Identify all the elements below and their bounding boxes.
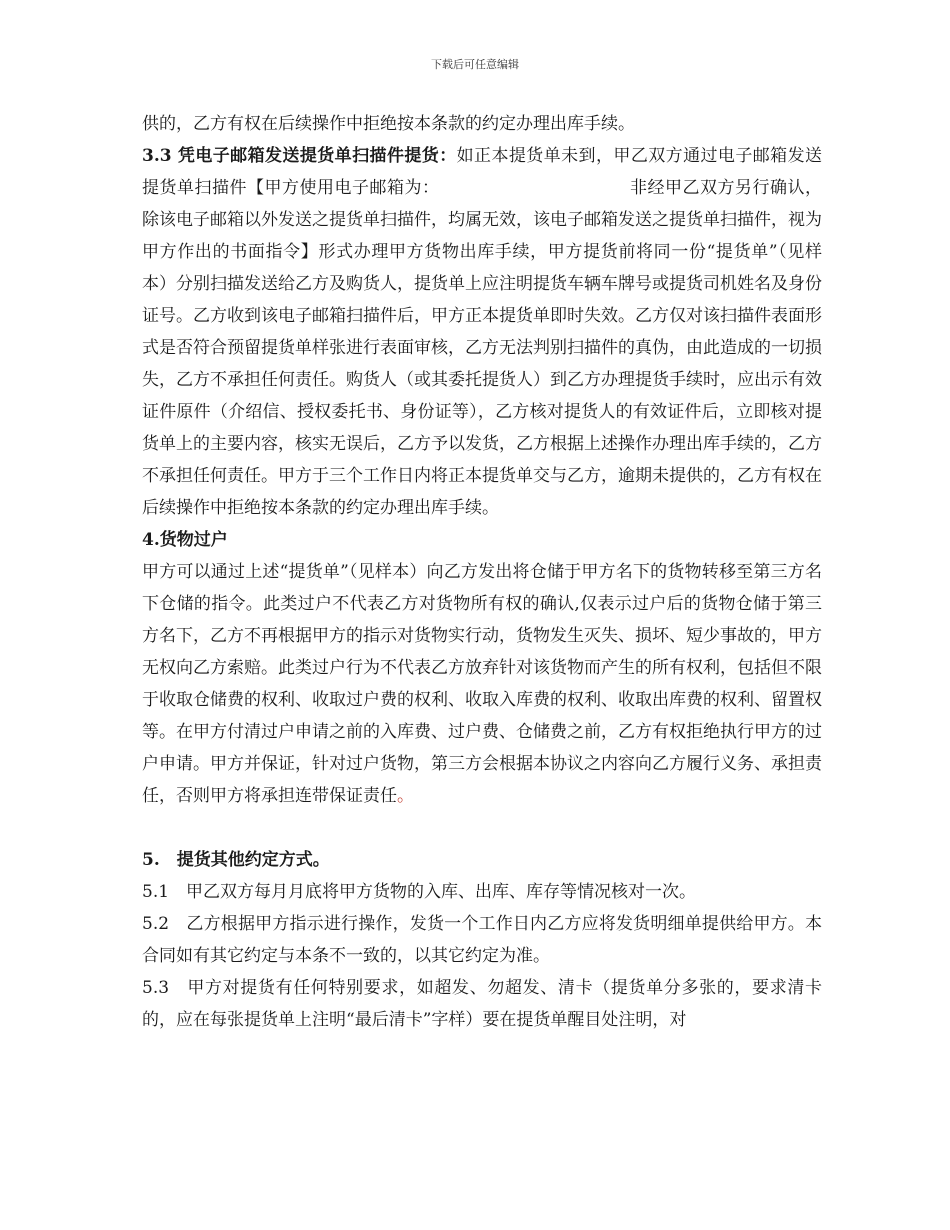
page-header: 下载后可任意编辑: [431, 58, 519, 71]
section-3-3-text-a: 如正本提货单未到，甲乙双方通过电子邮箱发送提货单扫描件【甲方使用电子邮箱为：: [142, 146, 823, 198]
section-4-end-mark: 。: [397, 786, 414, 806]
document-body: [142, 108, 822, 1036]
section-4-body: 甲方可以通过上述“提货单”（见样本）向乙方发出将仓储于甲方名下的货物转移至第三方名下仓储的指令。此类过户不代表乙方对货物所有权的确认,仅表示过户后的货物仓储于第三方名下，乙方不再根据甲方的指示对货物实行动，货物发生灭失、损坏、短少事故的，甲方无权向乙方索赔。此类过户行为不代表乙方放弃针对该货物而产生的所有权利，包括但不限于收取仓储费的权利、收取过户费的权利、收取入库费的权利、收取出库费的权利、留置权等。在甲方付清过户申请之前的入库费、过户费、仓储费之前，乙方有权拒绝执行甲方的过户申请。甲方并保证，针对过户货物，第三方会根据本协议之内容向乙方履行义务、承担责任，否则甲方将承担连带保证责任: [142, 562, 822, 806]
section-4-text: [142, 556, 822, 812]
section-5-heading: 5. 提货其他约定方式。: [142, 850, 330, 870]
section-3-3-heading: 3.3 凭电子邮箱发送提货单扫描件提货：: [142, 146, 457, 166]
section-5-2: 5.2 乙方根据甲方指示进行操作，发货一个工作日内乙方应将发货明细单提供给甲方。本合同如有其它约定与本条不一致的，以其它约定为准。: [142, 914, 822, 966]
section-5-1: 5.1 甲乙双方每月月底将甲方货物的入库、出库、库存等情况核对一次。: [142, 882, 697, 902]
section-5-3: 5.3 甲方对提货有任何特别要求，如超发、勿超发、清卡（提货单分多张的，要求清卡的，应在每张提货单上注明“最后清卡”字样）要在提货单醒目处注明，对: [142, 978, 822, 1030]
section-3-3-text-b: 非经甲乙双方另行确认，除该电子邮箱以外发送之提货单扫描件，均属无效，该电子邮箱发送之提货单扫描件，视为甲方作出的书面指令】形式办理甲方货物出库手续，甲方提货前将同一份“提货单”（见样本）分别扫描发送给乙方及购货人，提货单上应注明提货车辆车牌号或提货司机姓名及身份证号。乙方收到该电子邮箱扫描件后，甲方正本提货单即时失效。乙方仅对该扫描件表面形式是否符合预留提货单样张进行表面审核，乙方无法判别扫描件的真伪，由此造成的一切损失，乙方不承担任何责任。购货人（或其委托提货人）到乙方办理提货手续时，应出示有效证件原件（介绍信、授权委托书、身份证等），乙方核对提货人的有效证件后，立即核对提货单上的主要内容，核实无误后，乙方予以发货，乙方根据上述操作办理出库手续的，乙方不承担任何责任。甲方于三个工作日内将正本提货单交与乙方，逾期未提供的，乙方有权在后续操作中拒绝按本条款的约定办理出库手续。: [142, 178, 822, 518]
section-spacer: [142, 812, 822, 844]
section-4-heading: 4.货物过户: [142, 530, 228, 550]
section-3-3: [142, 140, 822, 524]
paragraph-continued: 供的，乙方有权在后续操作中拒绝按本条款的约定办理出库手续。: [142, 114, 635, 134]
